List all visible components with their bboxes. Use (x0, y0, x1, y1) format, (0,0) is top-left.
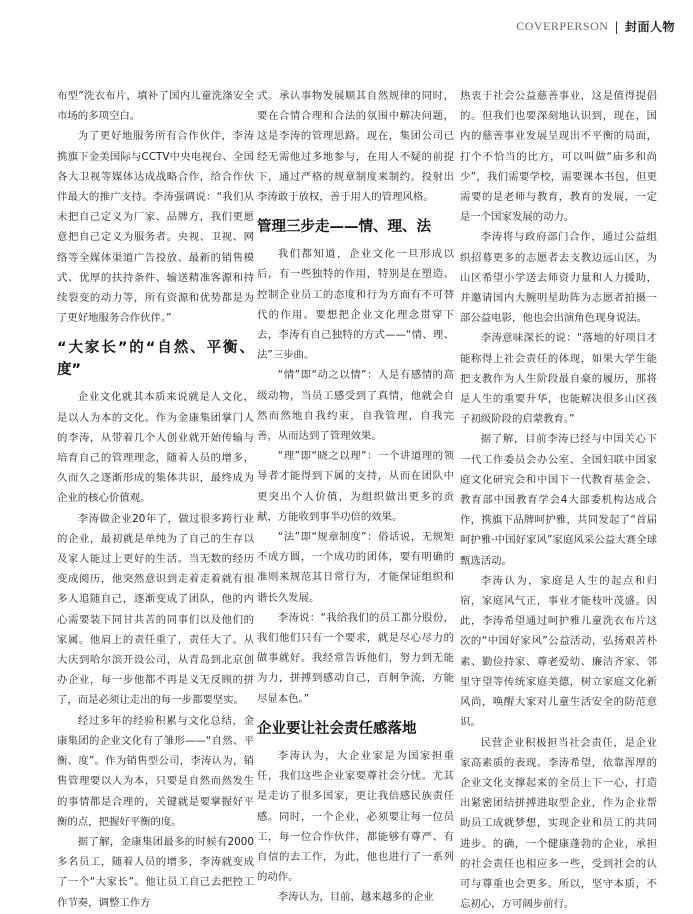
section-heading: “大家长”的“自然、平衡、度” (57, 337, 254, 381)
paragraph: 李涛意味深长的说：“落地的好项目才能称得上社会责任的体现，如果大学生能把支教作为人生阶段最自豪的履历，那将是人生的重要升华，也能解决很多山区孩子初级阶段的启蒙教育。” (460, 328, 657, 429)
paragraph: 李涛认为，大企业家是为国家担重任，我们这些企业家要尊社会分忧。尤其是走访了很多国家，更让我倍感民族责任感。同时，一个企业，必须要让每一位员工，每一位合作伙伴，都能够有尊严、有自信的去工作，为此，他也进行了一系列的动作。 (257, 746, 454, 887)
paragraph: “法”即“规章制度”：俗话说，无规矩不成方圆，一个成功的团体，要有明确的准则来规范其日常行为，才能保证组织和谐长久发展。 (257, 527, 454, 608)
paragraph: 布型”洗衣布片，填补了国内儿童洗涤安全市场的多项空白。 (57, 86, 254, 126)
paragraph: 李涛说：“我给我们的员工都分股份，我们他们只有一个要求，就是尽心尽力的做事就好。我经常告诉他们，努力到无能为力，拼搏到感动自己，百舸争流，方能尽显本色。” (257, 608, 454, 709)
paragraph: 李涛认为，目前，越来越多的企业 (257, 887, 454, 907)
paragraph: 李涛认为，家庭是人生的起点和归宿，家庭风气正，事业才能枝叶茂盛。因此，李涛希望通过呵护雅儿童洗衣布片这次的“中国好家风”公益活动，弘扬艰苦朴素、勤俭持家、尊老爱幼、廉洁齐家、邻里守望等传统家庭美德，树立家庭文化新风尚，唤醒大家对儿童生活安全的防范意识。 (460, 571, 657, 733)
paragraph: 李涛将与政府部门合作，通过公益组织招募更多的志愿者去支教边远山区，为山区希望小学送去师资力量和人力援助，并邀请国内大腕明星助阵为志愿者拍摄一部公益电影，他也会出演角色现身说法。 (460, 227, 657, 328)
paragraph: 据了解，金康集团最多的时候有2000多名员工，随着人员的增多，李涛就变成了一个“大家长”。他让员工自己去把控工作节奏，调整工作方 (57, 832, 254, 913)
section-name-cn: 封面人物 (625, 18, 675, 35)
section-heading: 企业要让社会责任感落地 (257, 718, 454, 740)
page-header (516, 18, 675, 35)
paragraph: 民营企业积极担当社会责任，是企业家高素质的表现。李涛希望，依靠浑厚的企业文化支撑起来的全员上下一心，打造出紧密团结拼搏进取型企业，作为企业帮助员工成就梦想，实现企业和员工的共同进步。的确，一个健康蓬勃的企业，承担的社会责任也相应多一些，受到社会的认可与尊重也会更多。所以，坚守本质，不忘初心，方可阔步前行。 (460, 733, 657, 914)
paragraph: “理”即“晓之以理”：一个讲道理的领导者才能得到下属的支持，从而在团队中更突出个人价值，为组织做出更多的贡献，方能收到事半功倍的效果。 (257, 446, 454, 527)
section-heading: 管理三步走——情、理、法 (257, 216, 454, 238)
paragraph: 热衷于社会公益慈善事业，这是值得提倡的。但我们也要深刻地认识到，现在，国内的慈善事业发展呈现出不平衡的局面，打个不恰当的比方，可以叫做“庙多和尚少”，我们需要学校，需要课本书包，但更需要的是老师与教育，教育的发展，一定是一个国家发展的动力。 (460, 86, 657, 227)
paragraph: “情”即“动之以情”：人是有感情的高级动物，当员工感受到了真情，他就会自然而然地自我约束，自我管理，自我完善，从而达到了管理效果。 (257, 365, 454, 446)
column-1 (57, 86, 254, 913)
section-name-en: COVERPERSON (516, 19, 608, 34)
paragraph: 李涛做企业20年了，做过很多跨行业的企业，最初就是单纯为了自己的生存以及家人能过上更好的生活。当无数的经历变成阅历，他突然意识到走着走着就有很多人追随自己，逐渐变成了团队，他的内心需要装下同甘共苦的同事们以及他们的家属。他肩上的责任重了，责任大了。从大庆到哈尔滨开设公司，从青岛到北京创办企业，每一步他都不再是义无反顾的拼了，而是必须让走出的每一步都要坚实。 (57, 509, 254, 711)
paragraph: 式。承认事物发展顺其自然规律的同时，要在合情合理和合法的氛围中解决问题，这是李涛的管理思路。现在，集团公司已经无需他过多地参与，在用人不疑的前提下，通过严格的规章制度来制约。投射出李涛敢于放权，善于用人的管理风格。 (257, 86, 454, 207)
paragraph: 据了解，目前李涛已经与中国关心下一代工作委员会办公室、全国妇联中国家庭文化研究会和中国下一代教育基金会、教育部中国教育学会4大部委机构达成合作，携旗下品牌呵护雅，共同发起了“首届呵护雅·中国好家风”家庭风采公益大赛全球甄选活动。 (460, 429, 657, 570)
paragraph: 为了更好地服务所有合作伙伴，李涛携旗下金美国际与CCTV中央电视台、全国各大卫视等媒体达成战略合作，给合作伙伴最大的推广支持。李涛强调说：“我们从未把自己定义为厂家、品牌方，我们更愿意把自己定义为服务者。央视、卫视、网络等全媒体渠道广告投放、最新的销售模式、优厚的扶持条件、输送精准客源和持续裂变的动力等，所有资源和优势都是为了更好地服务合作伙伴。” (57, 126, 254, 328)
paragraph: 企业文化就其本质来说就是人文化，是以人为本的文化。作为金康集团掌门人的李涛，从带着几个人创业就开始传输与培育自己的管理理念，随着人员的增多，久而久之逐渐形成的集体共识，最终成为企业的核心价值观。 (57, 387, 254, 508)
paragraph: 经过多年的经验积累与文化总结，金康集团的企业文化有了雏形——“自然、平衡、度”。作为销售型公司，李涛认为，销售管理要以人为本，只要是自然而然发生的事情都是合理的，关键就是要掌握好平衡的点，把握好平衡的度。 (57, 711, 254, 832)
header-separator: | (614, 20, 619, 34)
column-3 (460, 86, 657, 914)
paragraph: 我们都知道，企业文化一旦形成以后，有一些独特的作用，特别是在塑造、控制企业员工的态度和行为方面有不可替代的作用。要想把企业文化理念贯穿下去，李涛有自己独特的方式——“情、理、法”三步曲。 (257, 244, 454, 365)
column-2 (257, 86, 454, 908)
